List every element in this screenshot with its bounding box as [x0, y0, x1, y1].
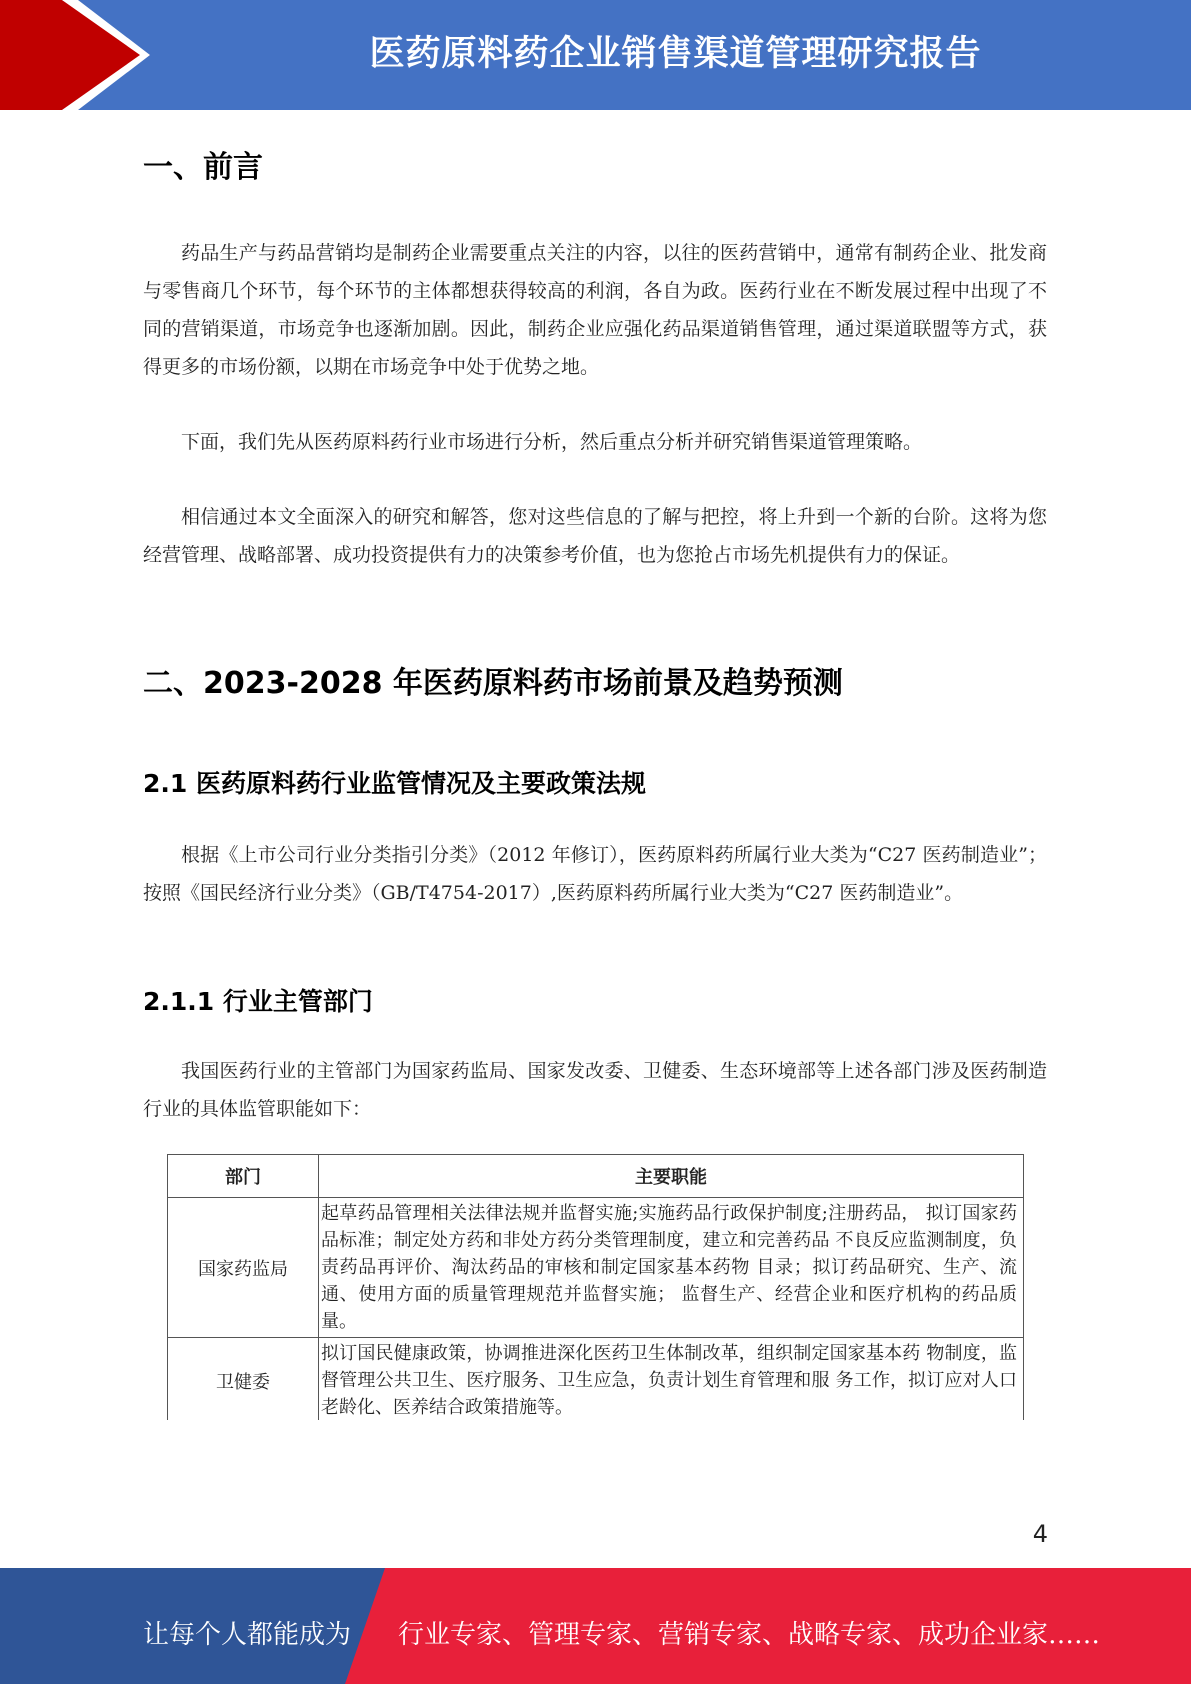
subsection-heading: 2.1.1 行业主管部门 — [143, 987, 373, 1016]
footer-slogan-right: 行业专家、管理专家、营销专家、战略专家、成功企业家…… — [398, 1620, 1101, 1650]
section-heading-preface: 一、前言 — [143, 150, 263, 185]
subsection-heading: 2.1 医药原料药行业监管情况及主要政策法规 — [143, 769, 646, 798]
column-header: 部门 — [168, 1155, 319, 1198]
section-heading-forecast: 二、2023-2028 年医药原料药市场前景及趋势预测 — [143, 666, 843, 701]
table-row — [168, 1338, 1024, 1421]
paragraph: 相信通过本文全面深入的研究和解答，您对这些信息的了解与把控，将上升到一个新的台阶。这将为您经营管理、战略部署、成功投资提供有力的决策参考价值，也为您抢占市场先机提供有力的保证。 — [143, 506, 1047, 566]
dept-cell: 国家药监局 — [168, 1198, 319, 1338]
paragraph: 我国医药行业的主管部门为国家药监局、国家发改委、卫健委、生态环境部等上述各部门涉及医药制造行业的具体监管职能如下： — [143, 1060, 1047, 1120]
duty-table-container — [160, 1150, 1035, 1420]
report-title: 医药原料药企业销售渠道管理研究报告 — [369, 34, 982, 74]
footer-slogan-left: 让每个人都能成为 — [143, 1620, 352, 1650]
duty-cell: 拟订国民健康政策，协调推进深化医药卫生体制改革，组织制定国家基本药 物制度，监督管理公共卫生、医疗服务、卫生应急，负责计划生育管理和服 务工作，拟订应对人口老龄化、医养结合政策措施等。 — [319, 1338, 1024, 1421]
column-header: 主要职能 — [319, 1155, 1024, 1198]
table-row — [168, 1198, 1024, 1338]
paragraph: 药品生产与药品营销均是制药企业需要重点关注的内容，以往的医药营销中，通常有制药企业、批发商与零售商几个环节，每个环节的主体都想获得较高的利润，各自为政。医药行业在不断发展过程中出现了不同的营销渠道，市场竞争也逐渐加剧。因此，制药企业应强化药品渠道销售管理，通过渠道联盟等方式，获得更多的市场份额，以期在市场竞争中处于优势之地。 — [143, 242, 1047, 378]
red-arrow-decoration — [0, 0, 180, 110]
duty-table — [167, 1154, 1024, 1420]
paragraph: 下面，我们先从医药原料药行业市场进行分析，然后重点分析并研究销售渠道管理策略。 — [181, 431, 923, 453]
page-number: 4 — [1032, 1520, 1048, 1548]
header-banner — [0, 0, 1191, 110]
dept-cell: 卫健委 — [168, 1338, 319, 1421]
paragraph: 根据《上市公司行业分类指引分类》（2012 年修订），医药原料药所属行业大类为“C27 医药制造业”；按照《国民经济行业分类》（GB/T4754-2017）,医药原料药所属行业大类为“C27 医药制造业”。 — [143, 844, 1047, 904]
duty-cell: 起草药品管理相关法律法规并监督实施;实施药品行政保护制度;注册药品， 拟订国家药品标准；制定处方药和非处方药分类管理制度，建立和完善药品 不良反应监测制度，负责药品再评价、淘汰药品的审核和制定国家基本药物 目录；拟订药品研究、生产、流通、使用方面的质量管理规范并监督实施； 监督生产、经营企业和医疗机构的药品质量。 — [319, 1198, 1024, 1338]
table-header-row — [168, 1155, 1024, 1198]
footer-banner — [0, 1568, 1191, 1684]
